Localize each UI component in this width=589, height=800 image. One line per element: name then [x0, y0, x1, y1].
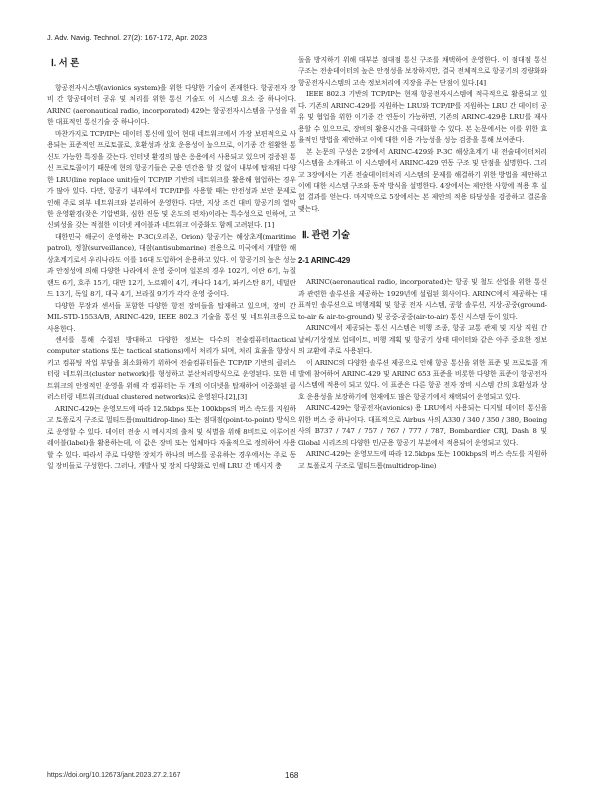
paragraph: 대한민국 해군이 운영하는 P-3C(오리온, Orion) 항공기는 해상초계(maritime patrol), 정찰(surveillance), 대잠(antisubmarine) 전용으로 미국에서 개발한 해상초계기로서 우리나라도 이를 16대 도입하여 운용하고 있다. 이 항공기의 높은 성능과 안정성에 의해 다양한 나라에서 운영 중이며 일본의 경우 102기, 이란 6기, 뉴질랜드 6기, 호주 15기, 대만 12기, 노르웨이 4기, 캐나다 14기, 파키스탄 8기, 네덜란드 13기, 독일 8기, 대국 4기, 브라질 9기가 각각 운영 중이다. — [47, 232, 296, 299]
paragraph: 다양한 무장과 센서들 포함한 다양한 항전 장비들을 탑재하고 있으며, 장비 간 MIL-STD-1553A/B, ARINC-429, IEEE 802.3 기술을 통신 및 네트워크용으로 사용한다. — [47, 301, 296, 333]
paragraph: 돌을 방지하기 위해 대부분 점대점 통신 구조를 채택하여 운영한다. 이 점대점 통신 구조는 전송데이터의 높은 안정성을 보장하지만, 결국 전체적으로 항공기의 경량화와 항공전자시스템의 고속 정보처리에 지장을 주는 단점이 있다.[4] — [298, 56, 547, 87]
paragraph: 이 ARINC의 다양한 솔루션 제공으로 인해 항공 통신을 위한 표준 및 프로토콜 개발에 참여하여 ARINC-429 및 ARINC 653 표준을 비롯한 다양한 표준이 항공전자시스템에 적용이 되고 있다. 이 표준은 다른 항공 전자 장비 시스템 간의 호환성과 상호 운용성을 보장하기에 현재에도 많은 항공기에서 채택되어 운영되고 있다. — [298, 358, 547, 401]
section-heading-introduction: Ⅰ. 서 론 — [51, 57, 80, 68]
paragraph: 항공전자시스템(avionics system)을 위한 다양한 기술이 존재한다. 항공전자 장비 간 항공데이터 공유 및 처리를 위한 통신 기술도 이 시스템 요소 중 하나이다. ARINC (aeronautical radio, incorporated) 429는 항공전자시스템을 구성을 위한 대표적인 통신기술 중 하나이다. — [47, 84, 296, 127]
paragraph: ARINC-429는 운영모드에 따라 12.5kbps 또는 100kbps의 버스 속도를 지원하고 토폴로지 구조로 멀티드롭(multidrop-line) — [298, 450, 547, 470]
paragraph: 마찬가지로 TCP/IP는 데이터 통신에 있어 현대 네트워크에서 가장 보편적으로 사용되는 표준적인 프로토콜로, 호환성과 상호 운용성이 높으므로, 이기종 간 원활한 통신도 가능한 특징을 갖는다. 인터넷 환경의 많은 응용에서 사용되고 있으며 검증된 통신 프로토콜이기 때문에 현의 항공기들은 군용 민간용 할 것 없이 내부에 탑재된 다양한 LRU(line replace unit)들이 TCP/IP 기반의 네트워크를 활용해 협업하는 경우가 많아 있다. 다만, 항공기 내부에서 TCP/IP를 사용할 때는 안전성과 보안 문제로 인해 주로 외부 네트워크와 분리하여 운영한다. 다만, 지상 조건 대비 항공기의 열악한 운영환경(잦은 기압변화, 심한 진동 및 온도의 편차)이라는 특수성으로 인하여, 고신뢰성을 갖는 적절한 이더넷 케이블과 네트워크 이중화도 함께 고려된다. [1] — [47, 129, 296, 230]
doi-link[interactable]: https://doi.org/10.12673/jant.2023.27.2.167 — [47, 772, 181, 779]
page-number: 168 — [285, 771, 299, 780]
paragraph: ARINC-429는 항공전자(avionics) 용 LRU에서 사용되는 디지털 데이터 통신을 위한 버스 중 하나이다. 대표적으로 Airbus 사의 A330 / 340 / 350 / 380, Boeing 사의 B737 / 747 / 757 / 767 / 777 / 787, Bombardier CRJ, Dash 8 및 Global 시리즈의 다양한 민/군용 항공기 부분에서 적용되어 운영되고 있다. — [298, 404, 547, 447]
left-column — [47, 57, 296, 472]
section-heading-related-tech: Ⅱ. 관련 기술 — [302, 229, 350, 241]
paragraph: 센서를 통해 수집된 방대하고 다양한 정보는 다수의 전술컴퓨터(tactical computer stations 또는 tactical stations)에서 처리가 되며, 처리 효율을 향상시키고 컴퓨팅 작업 부담을 최소화하기 위하여 전술컴퓨터들은 TCP/IP 기반의 클러스터링 네트워크(cluster network)를 형성하고 분산처리방식으로 운영된다. 또한 네트워크의 안정적인 운영을 위해 각 컴퓨터는 두 개의 이더넷을 탑재하여 이중화된 클러스터링 네트워크(dual clustered networks)로 운영된다.[2],[3] — [47, 335, 296, 402]
subsection-heading-arinc429: 2-1 ARINC-429 — [298, 256, 351, 266]
right-column — [298, 55, 547, 472]
paragraph: ARINC에서 제공되는 통신 시스템은 비행 조종, 항공 교통 관제 및 지상 직원 간 날씨/기상정보 업데이트, 비행 계획 및 항공기 상태 데이터와 같은 아주 중요한 정보의 교환에 주로 사용된다. — [298, 324, 547, 356]
paragraph: ARINC(aeronautical radio, incorporated)는 항공 및 철도 산업을 위한 통신과 관련한 솔루션을 제공하는 1929년에 설립된 회사이다. ARINC에서 제공하는 대표적인 솔루션으로 비행계획 및 항공 전자 시스템, 공항 솔루션, 지상-공중(ground-to-air & air-to-ground) 및 공중-공중(air-to-air) 통신 시스템 등이 있다. — [298, 278, 547, 321]
paragraph: ARINC-429는 운영모드에 따라 12.5kbps 또는 100kbps의 버스 속도를 지원하고 토폴로지 구조로 멀티드롭(multidrop-line) 또는 점대점(point-to-point) 방식으로 운영할 수 있다. 데이터 전송 시 메시지의 출처 및 식별을 위해 8비트로 이루어진 레이블(label)을 활용하는데, 이 값은 장비 또는 업체마다 자율적으로 정의하여 사용할 수 있다. 따라서 주로 다양한 장치가 하나의 버스를 공유하는 경우에서는 주로 동일 장비들로 구성한다. 그러나, 개발사 및 장치 다양화로 인해 LRU 간 메시지 충 — [47, 404, 296, 470]
paragraph: IEEE 802.3 기반의 TCP/IP는 현재 항공전자시스템에 적극적으로 활용되고 있다. 기존의 ARINC-429를 지원하는 LRU와 TCP/IP를 지원하는 LRU 간 데이터 공유 및 협업을 위한 이기종 간 연동이 가능하면, 기존의 ARINC-429용 LRU를 재사용할 수 있으므로, 장비의 활용시간을 극대화할 수 있다. 본 논문에서는 이를 위한 효율적인 방법을 제안하고 이에 대한 이용 가능성을 성능 검증을 통해 보여준다. — [298, 90, 547, 145]
journal-citation: J. Adv. Navig. Technol. 27(2): 167-172, Apr. 2023 — [47, 33, 207, 42]
paragraph: 본 논문의 구성은 2장에서 ARINC-429와 P-3C 해상초계기 내 전술데이터처리 시스템을 소개하고 이 시스템에서 ARINC-429 연동 구조 및 단점을 설명한다. 그리고 3장에서는 기존 전술데이터처리 시스템의 문제를 해결하기 위한 방법을 제안하고 이에 대한 시스템 구조와 동작 방식을 설명한다. 4장에서는 제안한 사항에 적용 후 실험 결과를 얻는다. 마지막으로 5장에서는 본 제안의 적용 타당성을 검증하고 결론을 맺는다. — [298, 147, 547, 213]
